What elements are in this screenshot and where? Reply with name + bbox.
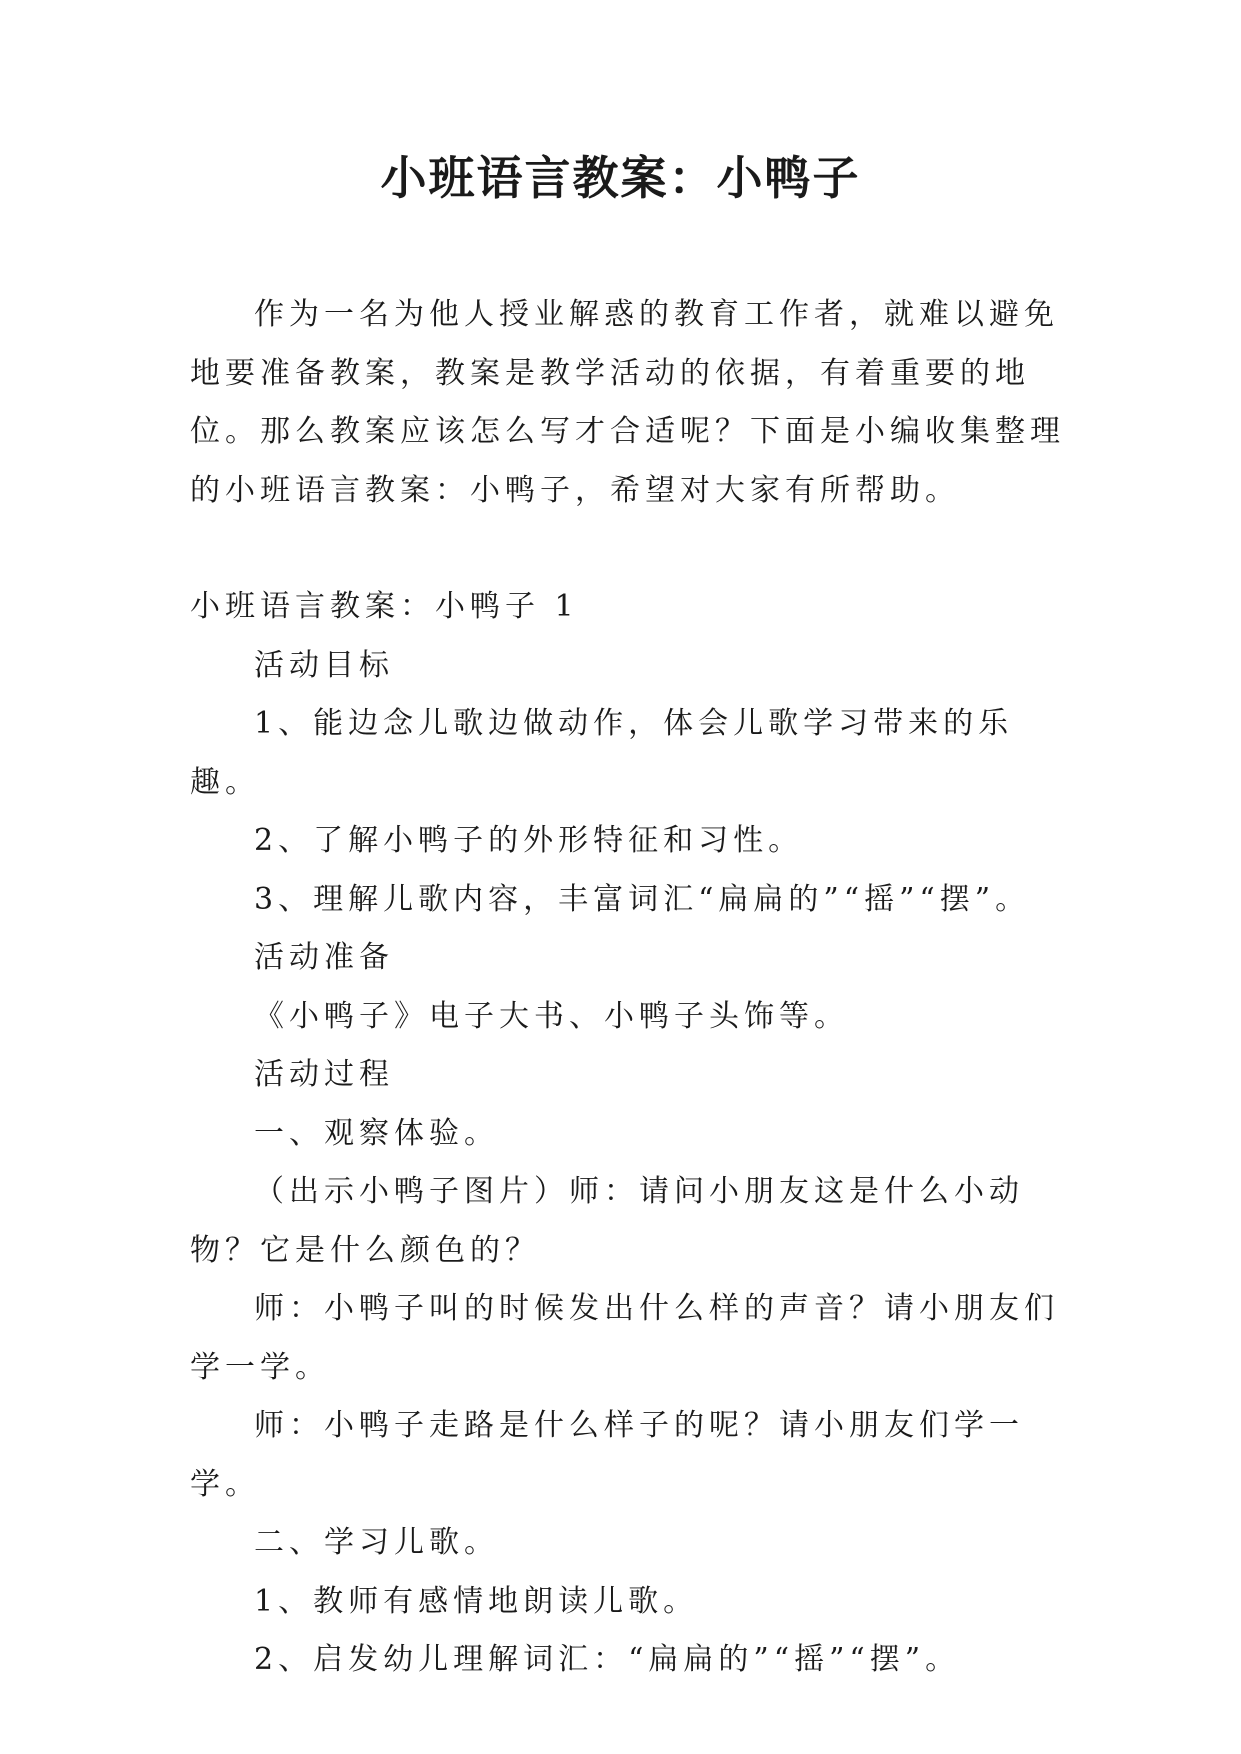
step-2-item-1: 1、教师有感情地朗读儿歌。	[254, 1583, 699, 1619]
section-heading: 小班语言教案：小鸭子 1	[190, 589, 579, 624]
prep-heading: 活动准备	[254, 940, 394, 975]
goal-item-1: 1、能边念儿歌边做动作，体会儿歌学习带来的乐趣。	[190, 706, 1014, 800]
process-heading: 活动过程	[254, 1057, 394, 1092]
step-2-heading: 二、学习儿歌。	[254, 1525, 499, 1560]
document-title: 小班语言教案：小鸭子	[380, 151, 861, 205]
step-1-question-3: 师：小鸭子走路是什么样子的呢？请小朋友们学一学。	[190, 1408, 1024, 1502]
step-1-heading: 一、观察体验。	[254, 1115, 499, 1151]
document-body	[190, 286, 1070, 1690]
goal-item-2: 2、了解小鸭子的外形特征和习性。	[254, 823, 804, 858]
prep-text: 《小鸭子》电子大书、小鸭子头饰等。	[254, 998, 849, 1034]
intro-paragraph: 作为一名为他人授业解惑的教育工作者，就难以避免地要准备教案，教案是教学活动的依据，有着重要的地位。那么教案应该怎么写才合适呢？下面是小编收集整理的小班语言教案：小鸭子，希望对大家有所帮助。	[190, 297, 1065, 508]
step-2-item-2: 2、启发幼儿理解词汇：“扁扁的”“摇”“摆”。	[254, 1642, 961, 1677]
goal-item-3: 3、理解儿歌内容，丰富词汇“扁扁的”“摇”“摆”。	[254, 881, 1031, 917]
step-1-question-1: （出示小鸭子图片）师：请问小朋友这是什么小动物？它是什么颜色的？	[190, 1174, 1024, 1268]
step-1-question-2: 师：小鸭子叫的时候发出什么样的声音？请小朋友们学一学。	[190, 1291, 1059, 1385]
goals-heading: 活动目标	[254, 647, 394, 683]
